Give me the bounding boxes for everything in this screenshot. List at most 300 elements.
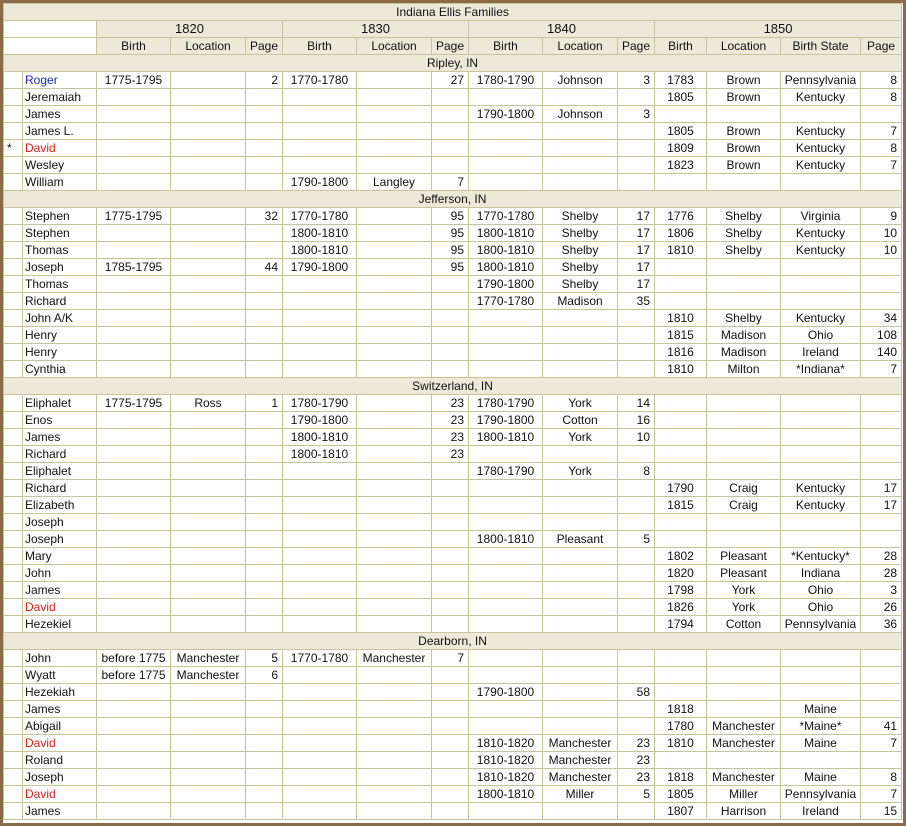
table-row xyxy=(4,259,902,276)
birth-1850: 1818 xyxy=(655,769,707,786)
page-1830 xyxy=(432,89,469,106)
page-1820 xyxy=(246,429,283,446)
page-1820 xyxy=(246,293,283,310)
person-name: James xyxy=(23,701,97,718)
birth-1840 xyxy=(469,667,543,684)
page-1850 xyxy=(861,174,902,191)
location-1830 xyxy=(357,735,432,752)
page-1850 xyxy=(861,395,902,412)
page-1850 xyxy=(861,276,902,293)
location-1850 xyxy=(707,650,781,667)
location-1830 xyxy=(357,157,432,174)
page-1850: 140 xyxy=(861,344,902,361)
birth-1830 xyxy=(283,548,357,565)
birth-1830: 1770-1780 xyxy=(283,208,357,225)
location-1820 xyxy=(171,769,246,786)
birth-1850: 1783 xyxy=(655,72,707,89)
location-1830 xyxy=(357,667,432,684)
location-1850: Brown xyxy=(707,72,781,89)
birth-state-1850: Kentucky xyxy=(781,123,861,140)
page-1820: 1 xyxy=(246,395,283,412)
location-1830: Manchester xyxy=(357,650,432,667)
birth-1850 xyxy=(655,174,707,191)
birth-1820 xyxy=(97,429,171,446)
table-row xyxy=(4,616,902,633)
person-name: Stephen xyxy=(23,225,97,242)
table-row xyxy=(4,548,902,565)
location-1820 xyxy=(171,752,246,769)
birth-1840 xyxy=(469,327,543,344)
location-1820 xyxy=(171,497,246,514)
birth-1830 xyxy=(283,582,357,599)
page-1820 xyxy=(246,463,283,480)
page-1840 xyxy=(618,514,655,531)
page-1820 xyxy=(246,361,283,378)
birth-state-1850: Pennsylvania xyxy=(781,616,861,633)
birth-1830 xyxy=(283,531,357,548)
page-1830 xyxy=(432,565,469,582)
page-1840: 17 xyxy=(618,225,655,242)
page-1850: 10 xyxy=(861,225,902,242)
location-1850: Craig xyxy=(707,497,781,514)
page-1820 xyxy=(246,480,283,497)
year-1820-header: 1820 xyxy=(97,21,283,38)
location-1840 xyxy=(543,616,618,633)
page-1820 xyxy=(246,752,283,769)
page-1830 xyxy=(432,735,469,752)
birth-1850: 1805 xyxy=(655,89,707,106)
birth-1840 xyxy=(469,650,543,667)
person-name: Richard xyxy=(23,480,97,497)
page-1840 xyxy=(618,548,655,565)
page-1830 xyxy=(432,548,469,565)
birth-1840 xyxy=(469,565,543,582)
col-header-birth-1850: Birth xyxy=(655,38,707,55)
person-name: Joseph xyxy=(23,259,97,276)
birth-1820 xyxy=(97,803,171,820)
person-name: Joseph xyxy=(23,531,97,548)
col-header-location-1840: Location xyxy=(543,38,618,55)
person-name: Cynthia xyxy=(23,361,97,378)
location-1850 xyxy=(707,752,781,769)
page-1840: 8 xyxy=(618,463,655,480)
page-1830: 95 xyxy=(432,208,469,225)
table-row xyxy=(4,701,902,718)
location-1850 xyxy=(707,412,781,429)
birth-1840: 1770-1780 xyxy=(469,208,543,225)
birth-1830 xyxy=(283,718,357,735)
location-1840 xyxy=(543,89,618,106)
location-1840: Shelby xyxy=(543,225,618,242)
location-1850: Brown xyxy=(707,123,781,140)
page-1820 xyxy=(246,701,283,718)
table-row xyxy=(4,463,902,480)
location-1830 xyxy=(357,259,432,276)
row-marker xyxy=(4,514,23,531)
birth-1820 xyxy=(97,531,171,548)
location-1840: Miller xyxy=(543,786,618,803)
page-1820 xyxy=(246,446,283,463)
page-1840 xyxy=(618,174,655,191)
col-header-birth-1820: Birth xyxy=(97,38,171,55)
table-row xyxy=(4,225,902,242)
person-name: Eliphalet xyxy=(23,395,97,412)
location-1820 xyxy=(171,803,246,820)
location-1820 xyxy=(171,446,246,463)
birth-state-1850 xyxy=(781,684,861,701)
table-row xyxy=(4,106,902,123)
table-row xyxy=(4,667,902,684)
page-1830 xyxy=(432,327,469,344)
birth-1830 xyxy=(283,293,357,310)
birth-1820 xyxy=(97,769,171,786)
page-1840: 17 xyxy=(618,259,655,276)
location-1830 xyxy=(357,480,432,497)
page-1850: 17 xyxy=(861,497,902,514)
birth-1850: 1790 xyxy=(655,480,707,497)
birth-1830 xyxy=(283,106,357,123)
birth-1830: 1770-1780 xyxy=(283,72,357,89)
birth-1830 xyxy=(283,89,357,106)
row-marker xyxy=(4,293,23,310)
page-1840 xyxy=(618,344,655,361)
birth-state-1850 xyxy=(781,395,861,412)
table-row xyxy=(4,565,902,582)
birth-state-1850: Kentucky xyxy=(781,89,861,106)
table-row xyxy=(4,293,902,310)
birth-1840: 1810-1820 xyxy=(469,735,543,752)
table-row xyxy=(4,803,902,820)
page-1820 xyxy=(246,599,283,616)
location-1830 xyxy=(357,684,432,701)
birth-1840: 1780-1790 xyxy=(469,72,543,89)
page-1830 xyxy=(432,769,469,786)
birth-1830: 1790-1800 xyxy=(283,174,357,191)
location-1830 xyxy=(357,446,432,463)
location-1820 xyxy=(171,582,246,599)
birth-1850: 1802 xyxy=(655,548,707,565)
birth-state-1850 xyxy=(781,259,861,276)
row-marker xyxy=(4,480,23,497)
birth-1820 xyxy=(97,582,171,599)
birth-1820 xyxy=(97,344,171,361)
birth-1820 xyxy=(97,463,171,480)
page-1850: 8 xyxy=(861,72,902,89)
birth-1830: 1800-1810 xyxy=(283,242,357,259)
page-1820: 6 xyxy=(246,667,283,684)
birth-state-1850: Kentucky xyxy=(781,310,861,327)
table-row xyxy=(4,582,902,599)
location-1840 xyxy=(543,480,618,497)
row-marker xyxy=(4,310,23,327)
location-1830 xyxy=(357,531,432,548)
person-name: Roland xyxy=(23,752,97,769)
person-name: Wesley xyxy=(23,157,97,174)
birth-1850 xyxy=(655,293,707,310)
page-1840 xyxy=(618,718,655,735)
person-name: Roger xyxy=(23,72,97,89)
page-1820 xyxy=(246,327,283,344)
person-name: Richard xyxy=(23,293,97,310)
page-1850: 7 xyxy=(861,786,902,803)
location-1820 xyxy=(171,293,246,310)
row-marker xyxy=(4,242,23,259)
birth-state-1850: Ohio xyxy=(781,599,861,616)
location-1850: Manchester xyxy=(707,735,781,752)
birth-1840: 1790-1800 xyxy=(469,276,543,293)
location-1830 xyxy=(357,310,432,327)
col-header-location-1820: Location xyxy=(171,38,246,55)
birth-1840: 1790-1800 xyxy=(469,412,543,429)
location-1830 xyxy=(357,140,432,157)
county-name: Switzerland, IN xyxy=(4,378,902,395)
birth-1850: 1805 xyxy=(655,786,707,803)
page-1830 xyxy=(432,293,469,310)
row-marker xyxy=(4,701,23,718)
person-name: John xyxy=(23,650,97,667)
row-marker xyxy=(4,225,23,242)
location-1850: Shelby xyxy=(707,310,781,327)
location-1830 xyxy=(357,463,432,480)
row-marker xyxy=(4,752,23,769)
location-1850 xyxy=(707,531,781,548)
location-1830 xyxy=(357,395,432,412)
row-marker xyxy=(4,72,23,89)
birth-1850 xyxy=(655,106,707,123)
location-1820 xyxy=(171,361,246,378)
page-1840: 5 xyxy=(618,531,655,548)
location-1830 xyxy=(357,803,432,820)
page-1820 xyxy=(246,310,283,327)
person-name: David xyxy=(23,599,97,616)
person-name: James xyxy=(23,582,97,599)
page-1830: 23 xyxy=(432,446,469,463)
birth-1820: before 1775 xyxy=(97,667,171,684)
table-row xyxy=(4,412,902,429)
col-header-birth-1830: Birth xyxy=(283,38,357,55)
birth-1850: 1815 xyxy=(655,497,707,514)
table-row xyxy=(4,327,902,344)
birth-1820 xyxy=(97,123,171,140)
col-header-page-1850: Page xyxy=(861,38,902,55)
birth-1840 xyxy=(469,174,543,191)
birth-state-1850 xyxy=(781,293,861,310)
page-1850 xyxy=(861,667,902,684)
location-1830 xyxy=(357,599,432,616)
person-name: Mary xyxy=(23,548,97,565)
birth-1850 xyxy=(655,752,707,769)
row-marker xyxy=(4,463,23,480)
col-header-page-1820: Page xyxy=(246,38,283,55)
page-1850 xyxy=(861,429,902,446)
census-table xyxy=(3,3,902,820)
birth-1820 xyxy=(97,276,171,293)
col-header-birth-1840: Birth xyxy=(469,38,543,55)
table-row xyxy=(4,650,902,667)
location-1840 xyxy=(543,514,618,531)
page-1840 xyxy=(618,480,655,497)
page-1850: 7 xyxy=(861,735,902,752)
page-1850 xyxy=(861,531,902,548)
birth-1840 xyxy=(469,718,543,735)
table-row xyxy=(4,310,902,327)
birth-1840 xyxy=(469,616,543,633)
page-1830 xyxy=(432,361,469,378)
birth-1850: 1826 xyxy=(655,599,707,616)
page-1820 xyxy=(246,582,283,599)
page-1840 xyxy=(618,803,655,820)
location-1830 xyxy=(357,242,432,259)
location-1840 xyxy=(543,310,618,327)
birth-1840: 1790-1800 xyxy=(469,106,543,123)
person-name: Wyatt xyxy=(23,667,97,684)
birth-1850: 1810 xyxy=(655,310,707,327)
birth-1820 xyxy=(97,174,171,191)
birth-1840: 1800-1810 xyxy=(469,786,543,803)
person-name: Elizabeth xyxy=(23,497,97,514)
page-1820 xyxy=(246,242,283,259)
birth-1820 xyxy=(97,310,171,327)
birth-1840 xyxy=(469,701,543,718)
row-marker xyxy=(4,718,23,735)
page-1820 xyxy=(246,769,283,786)
birth-1840 xyxy=(469,514,543,531)
birth-state-1850: Maine xyxy=(781,701,861,718)
birth-1830 xyxy=(283,480,357,497)
location-1820 xyxy=(171,106,246,123)
location-1840 xyxy=(543,599,618,616)
person-name: David xyxy=(23,140,97,157)
location-1830 xyxy=(357,327,432,344)
location-1820 xyxy=(171,123,246,140)
location-1820 xyxy=(171,259,246,276)
person-name: Henry xyxy=(23,327,97,344)
location-1820 xyxy=(171,463,246,480)
location-1850: Shelby xyxy=(707,208,781,225)
page-1850 xyxy=(861,650,902,667)
birth-1830 xyxy=(283,769,357,786)
location-1830 xyxy=(357,514,432,531)
birth-1850 xyxy=(655,276,707,293)
location-1820 xyxy=(171,157,246,174)
birth-state-1850: Ireland xyxy=(781,344,861,361)
location-1830 xyxy=(357,72,432,89)
birth-state-1850: Pennsylvania xyxy=(781,72,861,89)
location-1850 xyxy=(707,514,781,531)
page-1850 xyxy=(861,259,902,276)
table-row xyxy=(4,718,902,735)
page-1850: 108 xyxy=(861,327,902,344)
person-name: David xyxy=(23,735,97,752)
location-1830 xyxy=(357,548,432,565)
location-1820 xyxy=(171,89,246,106)
table-row xyxy=(4,89,902,106)
birth-1820: 1775-1795 xyxy=(97,72,171,89)
page-1820: 44 xyxy=(246,259,283,276)
location-1830 xyxy=(357,701,432,718)
birth-1820: 1775-1795 xyxy=(97,395,171,412)
page-1840: 17 xyxy=(618,242,655,259)
location-1840: York xyxy=(543,395,618,412)
location-1830 xyxy=(357,208,432,225)
birth-1840 xyxy=(469,344,543,361)
location-1820 xyxy=(171,242,246,259)
page-1850 xyxy=(861,412,902,429)
location-1850: Pleasant xyxy=(707,565,781,582)
row-marker xyxy=(4,344,23,361)
page-1820 xyxy=(246,344,283,361)
birth-1820 xyxy=(97,480,171,497)
birth-1820 xyxy=(97,106,171,123)
table-row xyxy=(4,395,902,412)
page-1830 xyxy=(432,531,469,548)
page-1820 xyxy=(246,140,283,157)
location-1820 xyxy=(171,310,246,327)
location-1830 xyxy=(357,616,432,633)
page-1840 xyxy=(618,701,655,718)
birth-1830 xyxy=(283,616,357,633)
birth-state-1850: Kentucky xyxy=(781,480,861,497)
location-1820: Ross xyxy=(171,395,246,412)
page-1850: 17 xyxy=(861,480,902,497)
row-marker xyxy=(4,548,23,565)
location-1820 xyxy=(171,480,246,497)
birth-1840: 1800-1810 xyxy=(469,242,543,259)
birth-1850: 1810 xyxy=(655,361,707,378)
page-1830 xyxy=(432,582,469,599)
row-marker xyxy=(4,684,23,701)
location-1840: Madison xyxy=(543,293,618,310)
birth-1850 xyxy=(655,514,707,531)
page-1850: 28 xyxy=(861,565,902,582)
row-marker xyxy=(4,769,23,786)
location-1850: Shelby xyxy=(707,242,781,259)
page-1840 xyxy=(618,599,655,616)
page-1830 xyxy=(432,786,469,803)
birth-1850 xyxy=(655,446,707,463)
location-1840: Johnson xyxy=(543,72,618,89)
person-name: Richard xyxy=(23,446,97,463)
birth-state-1850: Kentucky xyxy=(781,242,861,259)
location-1850 xyxy=(707,667,781,684)
page-1820 xyxy=(246,225,283,242)
birth-1850 xyxy=(655,667,707,684)
location-1840: Manchester xyxy=(543,769,618,786)
blank-header-cell xyxy=(4,38,97,55)
page-1850: 9 xyxy=(861,208,902,225)
birth-1820 xyxy=(97,599,171,616)
county-header-row xyxy=(4,378,902,395)
location-1840: Pleasant xyxy=(543,531,618,548)
birth-1820 xyxy=(97,361,171,378)
location-1820 xyxy=(171,531,246,548)
birth-1830 xyxy=(283,123,357,140)
location-1850: Brown xyxy=(707,140,781,157)
birth-1840: 1770-1780 xyxy=(469,293,543,310)
birth-1830 xyxy=(283,701,357,718)
page-1820 xyxy=(246,89,283,106)
table-row xyxy=(4,361,902,378)
birth-state-1850: Ohio xyxy=(781,582,861,599)
birth-1820 xyxy=(97,565,171,582)
birth-1830 xyxy=(283,310,357,327)
location-1840 xyxy=(543,718,618,735)
table-row xyxy=(4,735,902,752)
page-1850: 26 xyxy=(861,599,902,616)
page-1830 xyxy=(432,752,469,769)
row-marker xyxy=(4,208,23,225)
birth-state-1850: Kentucky xyxy=(781,225,861,242)
